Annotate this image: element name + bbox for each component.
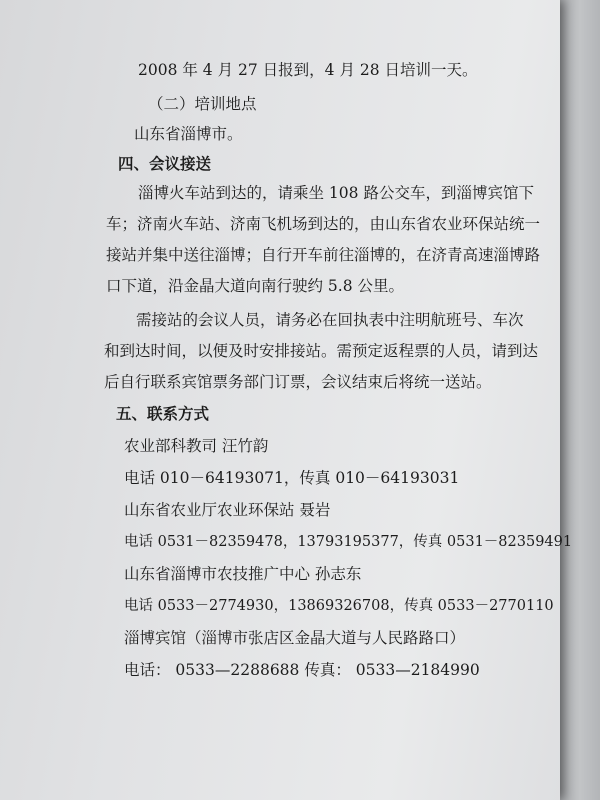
section-4-para1-line3: 接站并集中送往淄博；自行开车前往淄博的，在济青高速淄博路 [106, 246, 541, 264]
contact-1-name: 农业部科教司 汪竹韵 [124, 437, 269, 455]
section-4-para2-line2: 和到达时间，以便及时安排接站。需预定返程票的人员，请到达 [104, 342, 539, 360]
section-4-para2-line1: 需接站的会议人员，请务必在回执表中注明航班号、车次 [136, 311, 524, 329]
contact-1-phone: 电话 010－64193071，传真 010－64193031 [124, 469, 460, 487]
section-4-para1-line2: 车；济南火车站、济南飞机场到达的，由山东省农业环保站统一 [106, 215, 541, 233]
section-4-para1-line1: 淄博火车站到达的，请乘坐 108 路公交车，到淄博宾馆下 [138, 184, 534, 202]
hotel-name-address: 淄博宾馆（淄博市张店区金晶大道与人民路路口） [124, 629, 466, 647]
hotel-phone-fax: 电话： 0533—2288688 传真： 0533—2184990 [124, 661, 480, 679]
contact-3-name: 山东省淄博市农技推广中心 孙志东 [124, 565, 362, 583]
training-location-text: 山东省淄博市。 [134, 125, 243, 143]
training-location-subheading: （二）培训地点 [148, 95, 257, 113]
registration-date-line: 2008 年 4 月 27 日报到，4 月 28 日培训一天。 [138, 61, 478, 79]
section-5-heading: 五、联系方式 [116, 405, 210, 423]
section-4-para1-line4: 口下道，沿金晶大道向南行驶约 5.8 公里。 [106, 277, 405, 295]
contact-2-phone: 电话 0531－82359478，13793195377，传真 0531－82359491 [124, 534, 573, 550]
section-4-para2-line3: 后自行联系宾馆票务部门订票，会议结束后将统一送站。 [104, 373, 492, 391]
section-4-heading: 四、会议接送 [118, 155, 212, 173]
contact-2-name: 山东省农业厅农业环保站 聂岩 [124, 501, 331, 519]
contact-3-phone: 电话 0533－2774930，13869326708，传真 0533－2770110 [124, 598, 554, 614]
